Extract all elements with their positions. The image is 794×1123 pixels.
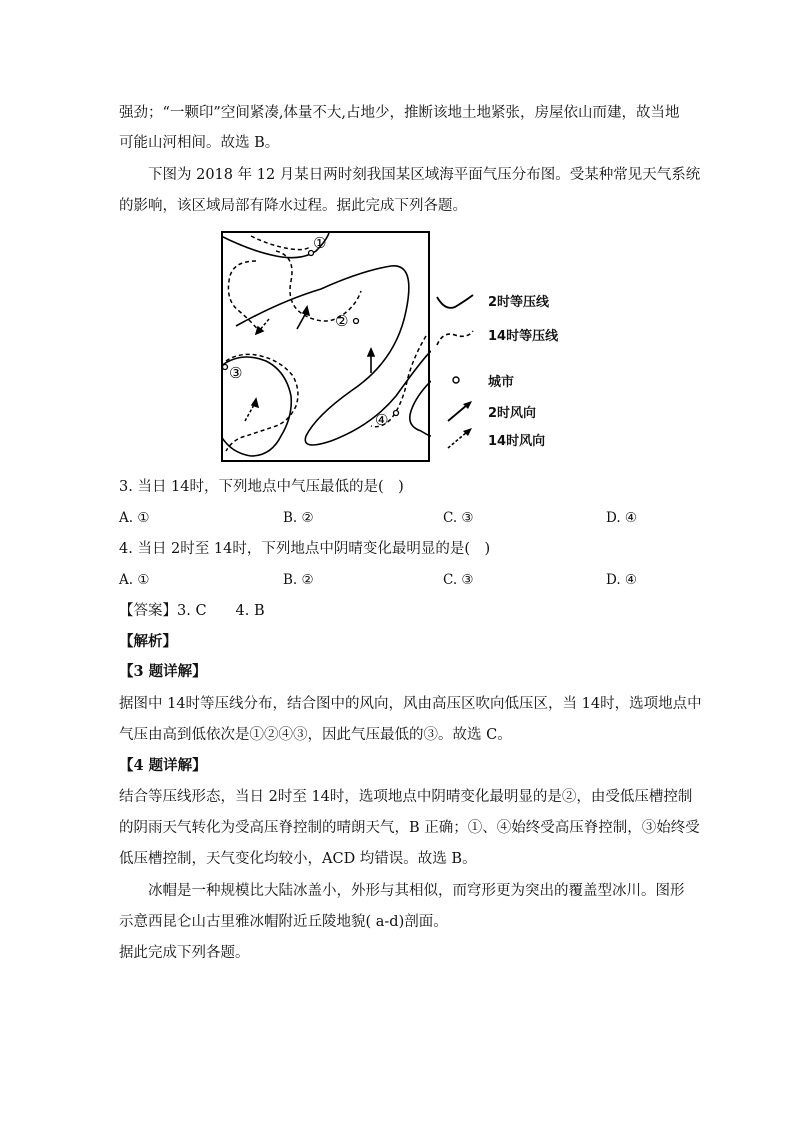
wind-arrow-2h-2 [368,349,374,373]
city-2 [354,319,359,324]
legend-isobar-2h-symbol [435,293,475,313]
wind-arrow-2h-1 [297,307,309,329]
question-4-stem: 4. 当日 2时至 14时，下列地点中阴晴变化最明显的是( ) [119,541,491,557]
question-4-option-b: B. ② [283,572,314,588]
question-3-option-a: A. ① [119,510,150,526]
point-label-1: ① [313,234,327,252]
question-3-option-c: C. ③ [443,510,474,526]
question-4-detail-line-1: 结合等压线形态，当日 2时至 14时，选项地点中阴晴变化最明显的是②，由受低压槽控制 [119,789,693,805]
question-4-detail-line-3: 低压槽控制，天气变化均较小，ACD 均错误。故选 B。 [119,851,477,867]
intro-line-1: 强劲；“一颗印”空间紧凑,体量不大,占地少，推断该地土地紧张，房屋依山而建，故当地 [119,105,680,121]
isobar-2h-right [410,381,431,436]
legend-wind-14h-symbol [445,425,475,451]
point-label-4: ④ [375,411,389,429]
isobar-2h-main [236,266,431,445]
legend-city-label: 城市 [488,375,515,390]
city-3 [223,365,228,370]
intro-line-2: 可能山河相间。故选 B。 [119,135,280,151]
isobar-14h-a [251,236,311,250]
point-label-3: ③ [229,364,243,382]
isobar-14h-c [276,251,361,321]
answer-line: 【答案】3. C 4. B [119,603,265,619]
question-3-detail-heading: 【3 题详解】 [119,663,207,680]
next-passage-line-2: 示意西昆仑山古里雅冰帽附近丘陵地貌( a-d)剖面。 [119,914,448,930]
pressure-map-figure [221,231,431,463]
wind-arrow-14h-2 [256,319,269,334]
legend-isobar-2h-label: 2时等压线 [488,295,550,310]
question-3-stem: 3. 当日 14时，下列地点中气压最低的是( ) [119,479,404,495]
question-4-option-c: C. ③ [443,572,474,588]
next-passage-line-3: 据此完成下列各题。 [119,945,250,961]
passage-line-1: 下图为 2018 年 12 月某日两时刻我国某区域海平面气压分布图。受某种常见天气系统 [148,167,701,183]
question-3-option-b: B. ② [283,510,314,526]
passage-line-2: 的影响，该区域局部有降水过程。据此完成下列各题。 [119,198,467,214]
isobar-14h-b [228,261,259,331]
question-4-option-d: D. ④ [606,572,638,588]
analysis-heading: 【解析】 [119,633,177,650]
legend-isobar-14h-symbol [435,327,475,349]
question-4-detail-line-2: 的阴雨天气转化为受高压脊控制的晴朗天气，B 正确；①、④始终受高压脊控制，③始终受 [119,820,700,836]
legend-city-symbol [450,374,462,386]
wind-arrow-14h-1 [245,399,258,421]
legend-wind-2h-label: 2时风向 [488,406,537,421]
question-4-option-a: A. ① [119,572,150,588]
point-label-2: ② [335,312,349,330]
legend-isobar-14h-label: 14时等压线 [488,329,559,344]
legend-wind-2h-symbol [445,398,475,424]
question-3-detail-line-2: 气压由高到低依次是①②④③，因此气压最低的③。故选 C。 [119,727,512,743]
legend-wind-14h-label: 14时风向 [488,434,546,449]
question-3-detail-line-1: 据图中 14时等压线分布，结合图中的风向，风由高压区吹向低压区，当 14时，选项地点中 [119,696,702,712]
question-3-option-d: D. ④ [606,510,638,526]
question-4-detail-heading: 【4 题详解】 [119,757,207,774]
next-passage-line-1: 冰帽是一种规模比大陆冰盖小，外形与其相似，而穹形更为突出的覆盖型冰川。图形 [148,883,685,899]
city-4 [394,411,399,416]
